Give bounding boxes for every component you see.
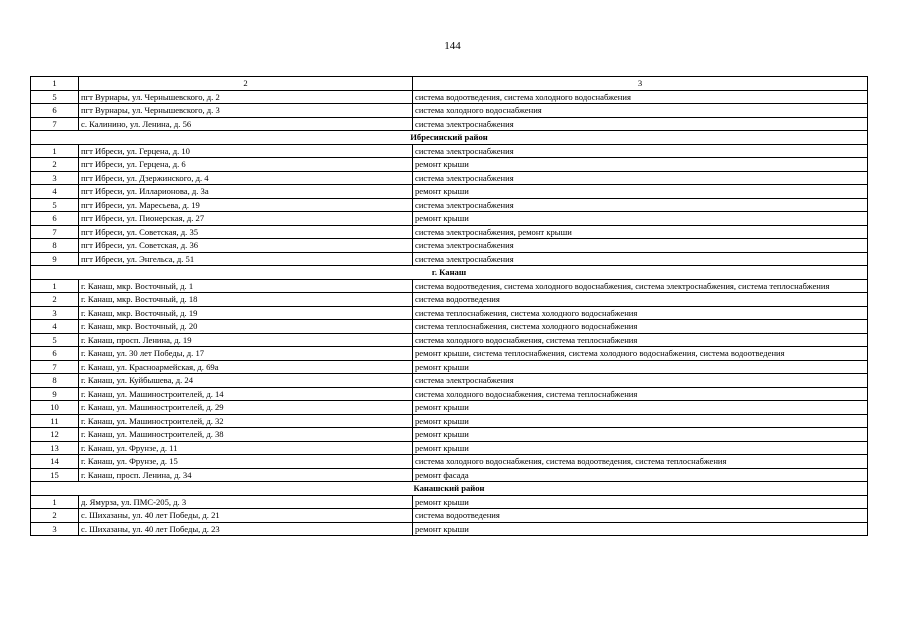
row-number: 12 <box>31 428 79 442</box>
row-address: г. Канаш, ул. Машиностроителей, д. 32 <box>79 414 413 428</box>
row-address: пгт Ибреси, ул. Энгельса, д. 51 <box>79 252 413 266</box>
row-work-type: система электроснабжения <box>413 374 868 388</box>
row-work-type: система электроснабжения, ремонт крыши <box>413 225 868 239</box>
row-number: 8 <box>31 374 79 388</box>
row-number: 1 <box>31 144 79 158</box>
header-col-number: 1 <box>31 77 79 91</box>
section-title: Ибресинский район <box>31 131 868 145</box>
row-number: 9 <box>31 252 79 266</box>
row-work-type: система водоотведения <box>413 293 868 307</box>
row-work-type: система холодного водоснабжения, система теплоснабжения <box>413 387 868 401</box>
row-work-type: ремонт крыши <box>413 185 868 199</box>
table-row <box>31 185 868 199</box>
row-work-type: ремонт крыши, система теплоснабжения, система холодного водоснабжения, система водоотведения <box>413 347 868 361</box>
row-work-type: ремонт фасада <box>413 468 868 482</box>
row-work-type: ремонт крыши <box>413 522 868 536</box>
row-number: 15 <box>31 468 79 482</box>
table-row <box>31 252 868 266</box>
header-col-address: 2 <box>79 77 413 91</box>
row-address: г. Канаш, мкр. Восточный, д. 1 <box>79 279 413 293</box>
row-number: 8 <box>31 239 79 253</box>
section-header-row <box>31 266 868 280</box>
table-row <box>31 414 868 428</box>
row-address: пгт Ибреси, ул. Герцена, д. 6 <box>79 158 413 172</box>
row-number: 4 <box>31 185 79 199</box>
header-col-work: 3 <box>413 77 868 91</box>
row-number: 11 <box>31 414 79 428</box>
table-row <box>31 522 868 536</box>
row-work-type: система водоотведения, система холодного водоснабжения <box>413 90 868 104</box>
row-address: пгт Ибреси, ул. Герцена, д. 10 <box>79 144 413 158</box>
table-row <box>31 293 868 307</box>
row-address: г. Канаш, ул. Фрунзе, д. 11 <box>79 441 413 455</box>
row-work-type: ремонт крыши <box>413 441 868 455</box>
row-address: пгт Вурнары, ул. Чернышевского, д. 2 <box>79 90 413 104</box>
row-number: 1 <box>31 279 79 293</box>
row-work-type: система холодного водоснабжения, система водоотведения, система теплоснабжения <box>413 455 868 469</box>
row-work-type: система водоотведения <box>413 509 868 523</box>
row-number: 6 <box>31 104 79 118</box>
table-row <box>31 387 868 401</box>
row-address: пгт Ибреси, ул. Дзержинского, д. 4 <box>79 171 413 185</box>
row-work-type: система холодного водоснабжения <box>413 104 868 118</box>
row-address: с. Шихазаны, ул. 40 лет Победы, д. 21 <box>79 509 413 523</box>
row-work-type: ремонт крыши <box>413 212 868 226</box>
row-work-type: ремонт крыши <box>413 360 868 374</box>
table-row <box>31 360 868 374</box>
table-row <box>31 401 868 415</box>
table-row <box>31 239 868 253</box>
header-row <box>31 77 868 91</box>
table-row <box>31 144 868 158</box>
table-row <box>31 225 868 239</box>
row-address: с. Калинино, ул. Ленина, д. 56 <box>79 117 413 131</box>
row-address: с. Шихазаны, ул. 40 лет Победы, д. 23 <box>79 522 413 536</box>
row-work-type: ремонт крыши <box>413 495 868 509</box>
row-number: 9 <box>31 387 79 401</box>
table-row <box>31 306 868 320</box>
row-work-type: система теплоснабжения, система холодного водоснабжения <box>413 320 868 334</box>
row-number: 10 <box>31 401 79 415</box>
table-row <box>31 279 868 293</box>
row-number: 5 <box>31 90 79 104</box>
row-number: 3 <box>31 306 79 320</box>
row-number: 7 <box>31 117 79 131</box>
row-work-type: ремонт крыши <box>413 414 868 428</box>
table-row <box>31 104 868 118</box>
row-address: г. Канаш, просп. Ленина, д. 34 <box>79 468 413 482</box>
table-row <box>31 374 868 388</box>
row-number: 3 <box>31 522 79 536</box>
row-number: 13 <box>31 441 79 455</box>
row-work-type: ремонт крыши <box>413 428 868 442</box>
row-number: 5 <box>31 333 79 347</box>
row-address: г. Канаш, ул. Фрунзе, д. 15 <box>79 455 413 469</box>
row-address: г. Канаш, ул. Машиностроителей, д. 38 <box>79 428 413 442</box>
table-row <box>31 347 868 361</box>
row-work-type: ремонт крыши <box>413 401 868 415</box>
table-row <box>31 320 868 334</box>
table-row <box>31 509 868 523</box>
row-number: 2 <box>31 509 79 523</box>
row-address: д. Ямурза, ул. ПМС-205, д. 3 <box>79 495 413 509</box>
row-work-type: система теплоснабжения, система холодного водоснабжения <box>413 306 868 320</box>
table-row <box>31 212 868 226</box>
table-row <box>31 198 868 212</box>
table-row <box>31 428 868 442</box>
section-header-row <box>31 482 868 496</box>
row-work-type: система электроснабжения <box>413 239 868 253</box>
row-number: 1 <box>31 495 79 509</box>
row-address: г. Канаш, просп. Ленина, д. 19 <box>79 333 413 347</box>
row-address: г. Канаш, ул. Красноармейская, д. 69а <box>79 360 413 374</box>
row-address: г. Канаш, ул. Машиностроителей, д. 14 <box>79 387 413 401</box>
row-address: пгт Вурнары, ул. Чернышевского, д. 3 <box>79 104 413 118</box>
row-address: г. Канаш, мкр. Восточный, д. 20 <box>79 320 413 334</box>
row-number: 7 <box>31 360 79 374</box>
row-address: г. Канаш, мкр. Восточный, д. 19 <box>79 306 413 320</box>
table-row <box>31 455 868 469</box>
row-number: 7 <box>31 225 79 239</box>
row-work-type: система электроснабжения <box>413 144 868 158</box>
table-row <box>31 468 868 482</box>
row-work-type: система электроснабжения <box>413 171 868 185</box>
row-work-type: система электроснабжения <box>413 117 868 131</box>
table-row <box>31 333 868 347</box>
row-address: г. Канаш, ул. Машиностроителей, д. 29 <box>79 401 413 415</box>
row-work-type: система водоотведения, система холодного водоснабжения, система электроснабжения, система теплоснабжения <box>413 279 868 293</box>
section-header-row <box>31 131 868 145</box>
row-address: г. Канаш, ул. Куйбышева, д. 24 <box>79 374 413 388</box>
row-number: 6 <box>31 212 79 226</box>
row-address: г. Канаш, мкр. Восточный, д. 18 <box>79 293 413 307</box>
row-address: пгт Ибреси, ул. Советская, д. 36 <box>79 239 413 253</box>
row-number: 3 <box>31 171 79 185</box>
row-work-type: система электроснабжения <box>413 198 868 212</box>
row-number: 5 <box>31 198 79 212</box>
table-row <box>31 117 868 131</box>
row-work-type: система холодного водоснабжения, система теплоснабжения <box>413 333 868 347</box>
row-number: 6 <box>31 347 79 361</box>
table-row <box>31 158 868 172</box>
row-address: г. Канаш, ул. 30 лет Победы, д. 17 <box>79 347 413 361</box>
table-body <box>31 77 868 536</box>
page-number: 144 <box>444 40 461 52</box>
section-title: г. Канаш <box>31 266 868 280</box>
row-work-type: система электроснабжения <box>413 252 868 266</box>
row-address: пгт Ибреси, ул. Пионерская, д. 27 <box>79 212 413 226</box>
row-number: 2 <box>31 293 79 307</box>
row-number: 14 <box>31 455 79 469</box>
row-address: пгт Ибреси, ул. Маресьева, д. 19 <box>79 198 413 212</box>
row-address: пгт Ибреси, ул. Советская, д. 35 <box>79 225 413 239</box>
row-number: 2 <box>31 158 79 172</box>
table-row <box>31 495 868 509</box>
row-number: 4 <box>31 320 79 334</box>
table-row <box>31 171 868 185</box>
section-title: Канашский район <box>31 482 868 496</box>
row-work-type: ремонт крыши <box>413 158 868 172</box>
row-address: пгт Ибреси, ул. Илларионова, д. 3а <box>79 185 413 199</box>
table-row <box>31 441 868 455</box>
table-row <box>31 90 868 104</box>
building-repair-table <box>30 76 868 536</box>
